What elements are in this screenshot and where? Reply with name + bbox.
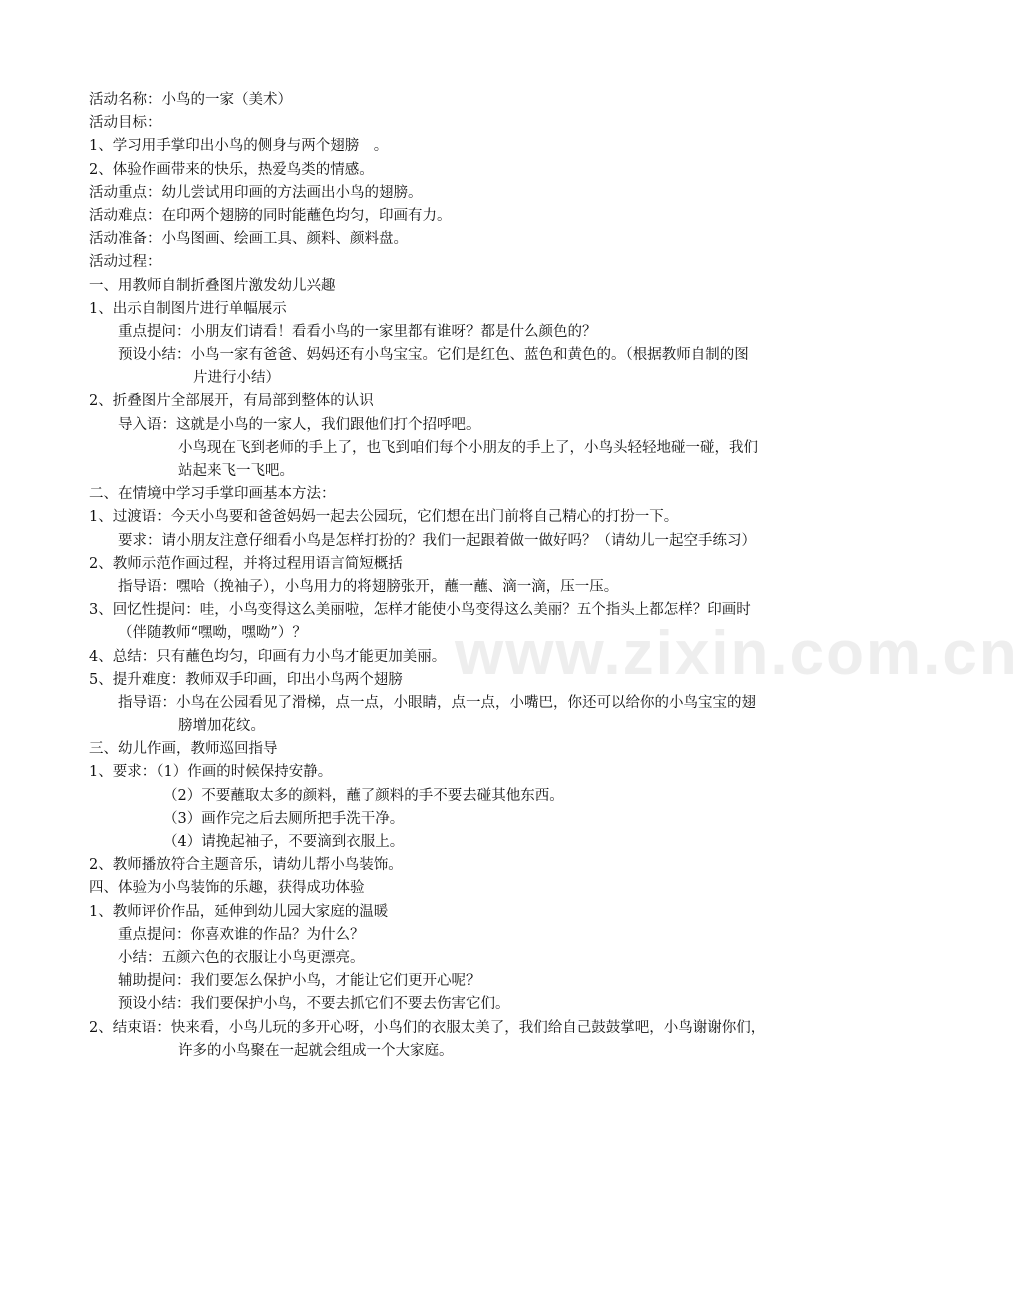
activity-name: 活动名称：小鸟的一家（美术） <box>89 92 292 108</box>
section-heading: 三、幼儿作画，教师巡回指导 <box>89 741 278 758</box>
activity-process-heading: 活动过程： <box>89 254 162 271</box>
step-item: 3、回忆性提问：哇，小鸟变得这么美丽啦，怎样才能使小鸟变得这么美丽？五个指头上都怎样？印画时 <box>89 602 751 619</box>
step-item: 2、教师示范作画过程，并将过程用语言简短概括 <box>89 555 403 572</box>
requirement-item: （4）请挽起袖子，不要滴到衣服上。 <box>163 834 405 850</box>
section-heading: 四、体验为小鸟装饰的乐趣，获得成功体验 <box>89 880 365 897</box>
activity-focus: 活动重点：幼儿尝试用印画的方法画出小鸟的翅膀。 <box>89 184 423 201</box>
guidance-speech-continued: 膀增加花纹。 <box>178 718 265 735</box>
step-item: 1、过渡语：今天小鸟要和爸爸妈妈一起去公园玩，它们想在出门前将自己精心的打扮一下。 <box>89 509 679 526</box>
auxiliary-question: 辅助提问：我们要怎么保护小鸟，才能让它们更开心呢？ <box>118 973 481 990</box>
step-item: 1、出示自制图片进行单幅展示 <box>89 300 287 317</box>
section-heading: 二、在情境中学习手掌印画基本方法： <box>89 486 336 503</box>
requirement-item: （2）不要蘸取太多的颜料，蘸了颜料的手不要去碰其他东西。 <box>163 787 564 804</box>
watermark-text: www.zixin.com.cn <box>455 619 1019 688</box>
goal-item: 2、体验作画带来的快乐，热爱鸟类的情感。 <box>89 161 374 178</box>
guidance-speech: 指导语：小鸟在公园看见了滑梯，点一点，小眼睛，点一点，小嘴巴，你还可以给你的小鸟宝宝的翅 <box>118 694 756 711</box>
preset-summary: 预设小结：我们要保护小鸟，不要去抓它们不要去伤害它们。 <box>118 996 510 1013</box>
key-question: 重点提问：小朋友们请看！看看小鸟的一家里都有谁呀？都是什么颜色的？ <box>118 323 597 340</box>
intro-speech-continued: 站起来飞一飞吧。 <box>178 463 294 479</box>
lesson-plan-body <box>89 89 834 1063</box>
step-item: 2、教师播放符合主题音乐，请幼儿帮小鸟装饰。 <box>89 857 403 874</box>
activity-difficulty: 活动难点：在印两个翅膀的同时能蘸色均匀，印画有力。 <box>89 207 452 224</box>
closing-speech-continued: 许多的小鸟聚在一起就会组成一个大家庭。 <box>178 1042 454 1059</box>
intro-speech: 导入语：这就是小鸟的一家人，我们跟他们打个招呼吧。 <box>118 416 481 433</box>
guidance-speech: 指导语：嘿哈（挽袖子），小鸟用力的将翅膀张开，蘸一蘸、滴一滴，压一压。 <box>118 578 619 595</box>
step-item: 4、总结：只有蘸色均匀，印画有力小鸟才能更加美丽。 <box>89 648 447 665</box>
key-question: 重点提问：你喜欢谁的作品？为什么？ <box>118 926 365 943</box>
step-item: 1、要求：（1）作画的时候保持安静。 <box>89 764 333 781</box>
activity-preparation: 活动准备：小鸟图画、绘画工具、颜料、颜料盘。 <box>89 231 408 248</box>
requirement-item: （3）画作完之后去厕所把手洗干净。 <box>163 810 405 827</box>
step-item: 2、结束语：快来看，小鸟儿玩的多开心呀，小鸟们的衣服太美了，我们给自己鼓鼓掌吧，小鸟谢谢你们， <box>89 1019 766 1036</box>
section-heading: 一、用教师自制折叠图片激发幼儿兴趣 <box>89 277 336 294</box>
step-item: 1、教师评价作品，延伸到幼儿园大家庭的温暖 <box>89 903 389 920</box>
intro-speech-continued: 小鸟现在飞到老师的手上了，也飞到咱们每个小朋友的手上了，小鸟头轻轻地碰一碰，我们 <box>178 439 758 456</box>
preset-summary: 预设小结：小鸟一家有爸爸、妈妈还有小鸟宝宝。它们是红色、蓝色和黄色的。（根据教师自制的图 <box>118 347 749 364</box>
activity-goals-heading: 活动目标： <box>89 115 162 132</box>
preset-summary-continued: 片进行小结） <box>193 370 280 387</box>
goal-item: 1、学习用手掌印出小鸟的侧身与两个翅膀 。 <box>89 138 389 155</box>
step-item: 5、提升难度：教师双手印画，印出小鸟两个翅膀 <box>89 671 403 688</box>
step-item-continued: （伴随教师“嘿呦，嘿呦”）？ <box>118 625 307 642</box>
requirement: 要求：请小朋友注意仔细看小鸟是怎样打扮的？我们一起跟着做一做好吗？（请幼儿一起空手练习） <box>118 532 756 549</box>
summary: 小结：五颜六色的衣服让小鸟更漂亮。 <box>118 949 365 966</box>
step-item: 2、折叠图片全部展开，有局部到整体的认识 <box>89 393 374 410</box>
